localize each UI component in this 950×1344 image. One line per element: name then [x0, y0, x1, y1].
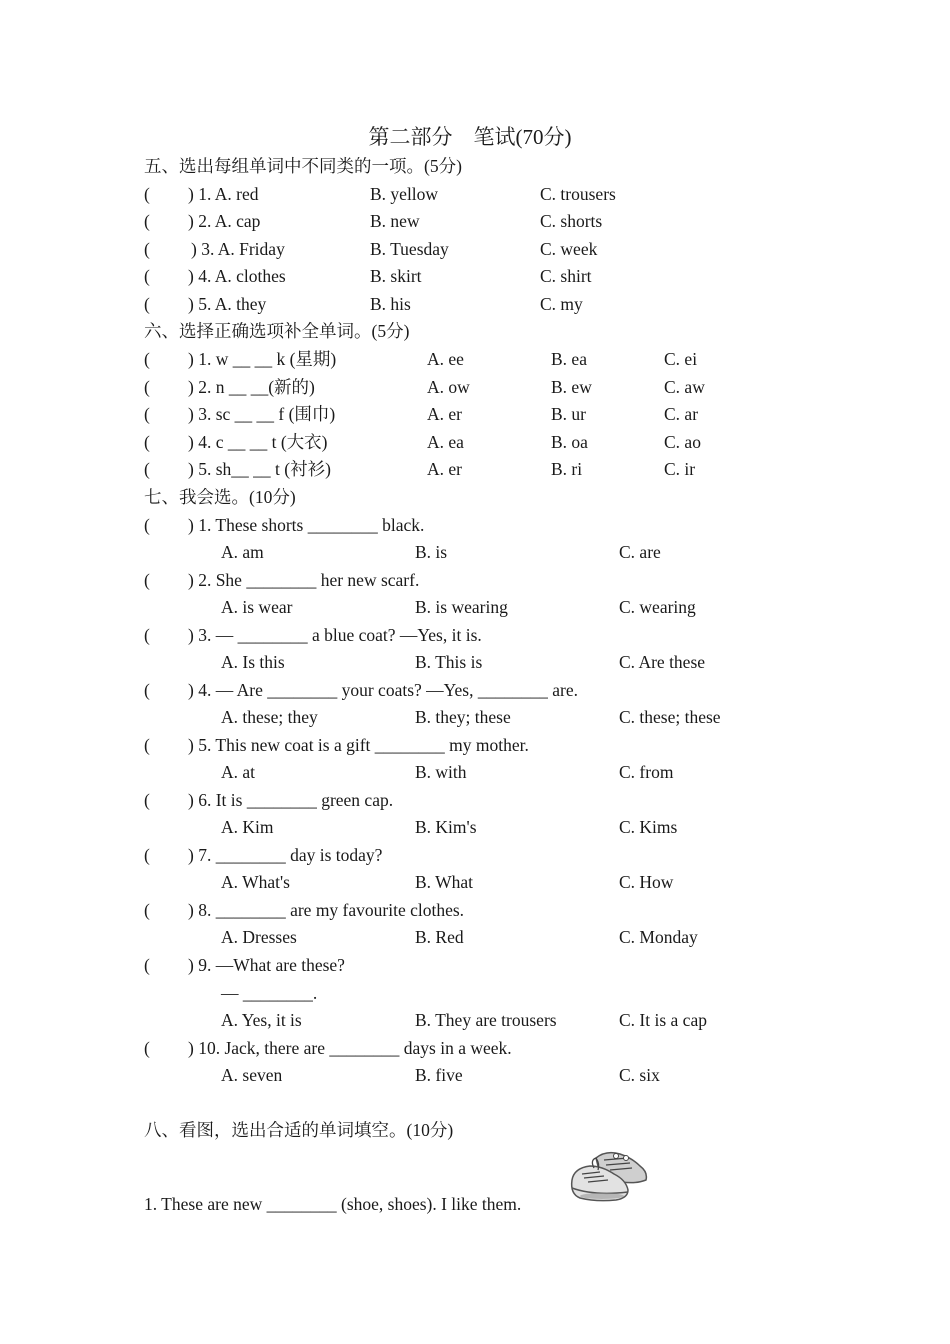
option-a: A. at [221, 762, 256, 782]
option-b: B. new [370, 211, 420, 231]
option-a: A. these; they [221, 707, 318, 727]
question-stem: ) 3. — ________ a blue coat? —Yes, it is. [188, 625, 482, 645]
option-a: A. er [427, 459, 462, 479]
answer-paren: ( [144, 955, 150, 975]
answer-paren: ( [144, 349, 150, 369]
page-title: 第二部分 笔试(70分) [368, 125, 572, 149]
answer-paren: ( [144, 377, 150, 397]
option-a: A. What's [221, 872, 290, 892]
question-stem: ) 1. A. red [188, 184, 259, 204]
option-b: B. is wearing [415, 597, 508, 617]
answer-paren: ( [144, 735, 150, 755]
option-c: C. are [619, 542, 661, 562]
option-c: C. shirt [540, 266, 592, 286]
question-stem: 1. These are new ________ (shoe, shoes). I like them. [144, 1194, 522, 1214]
option-c: C. How [619, 872, 674, 892]
answer-paren: ( [144, 680, 150, 700]
question-stem: ) 6. It is ________ green cap. [188, 790, 394, 810]
answer-paren: ( [144, 432, 150, 452]
option-b: B. oa [551, 432, 588, 452]
option-b: B. ur [551, 404, 586, 424]
answer-paren: ( [144, 184, 150, 204]
option-c: C. Monday [619, 927, 698, 947]
question-stem: ) 5. A. they [188, 294, 267, 314]
option-a: A. er [427, 404, 462, 424]
option-c: C. Are these [619, 652, 706, 672]
answer-paren: ( [144, 459, 150, 479]
option-c: C. aw [664, 377, 705, 397]
option-c: C. shorts [540, 211, 603, 231]
answer-paren: ( [144, 239, 150, 259]
question-stem: ) 9. —What are these? [188, 955, 345, 975]
question-stem: ) 3. A. Friday [191, 239, 285, 259]
option-c: C. my [540, 294, 583, 314]
option-b: B. yellow [370, 184, 439, 204]
option-b: B. with [415, 762, 467, 782]
question-stem: ) 5. This new coat is a gift ________ my mother. [188, 735, 529, 755]
section-heading: 七、我会选。(10分) [144, 487, 296, 507]
answer-paren: ( [144, 570, 150, 590]
answer-paren: ( [144, 404, 150, 424]
option-a: A. ea [427, 432, 464, 452]
answer-paren: ( [144, 1038, 150, 1058]
option-a: A. am [221, 542, 264, 562]
option-a: A. is wear [221, 597, 293, 617]
option-c: C. ar [664, 404, 699, 424]
answer-paren: ( [144, 790, 150, 810]
question-stem: ) 4. — Are ________ your coats? —Yes, ________ are. [188, 680, 578, 700]
question-stem: ) 2. A. cap [188, 211, 261, 231]
option-b: B. five [415, 1065, 463, 1085]
option-b: B. This is [415, 652, 483, 672]
option-b: B. Kim's [415, 817, 477, 837]
option-c: C. ir [664, 459, 696, 479]
option-c: C. six [619, 1065, 660, 1085]
question-stem: ) 10. Jack, there are ________ days in a week. [188, 1038, 512, 1058]
option-a: A. seven [221, 1065, 283, 1085]
option-a: A. ee [427, 349, 464, 369]
answer-paren: ( [144, 266, 150, 286]
answer-paren: ( [144, 845, 150, 865]
option-b: B. ri [551, 459, 583, 479]
answer-paren: ( [144, 211, 150, 231]
option-b: B. is [415, 542, 448, 562]
option-c: C. week [540, 239, 598, 259]
question-stem: ) 8. ________ are my favourite clothes. [188, 900, 465, 920]
option-a: A. Is this [221, 652, 285, 672]
question-stem: ) 5. sh__ __ t (衬衫) [188, 459, 331, 479]
option-c: C. Kims [619, 817, 678, 837]
answer-line: — ________. [221, 983, 318, 1003]
question-stem: ) 1. These shorts ________ black. [188, 515, 425, 535]
question-stem: ) 4. c __ __ t (大衣) [188, 432, 328, 452]
option-c: C. trousers [540, 184, 616, 204]
option-a: A. Yes, it is [221, 1010, 302, 1030]
question-stem: ) 2. n __ __(新的) [188, 377, 315, 397]
option-b: B. his [370, 294, 411, 314]
option-b: B. ea [551, 349, 587, 369]
option-c: C. from [619, 762, 674, 782]
option-c: C. these; these [619, 707, 721, 727]
answer-paren: ( [144, 625, 150, 645]
answer-paren: ( [144, 294, 150, 314]
question-stem: ) 1. w __ __ k (星期) [188, 349, 337, 369]
option-b: B. they; these [415, 707, 511, 727]
option-c: C. ei [664, 349, 698, 369]
section-heading: 八、看图，选出合适的单词填空。(10分) [144, 1120, 454, 1140]
shoes-icon [566, 1146, 650, 1208]
question-stem: ) 2. She ________ her new scarf. [188, 570, 420, 590]
option-a: A. Dresses [221, 927, 297, 947]
option-b: B. They are trousers [415, 1010, 557, 1030]
option-b: B. What [415, 872, 474, 892]
option-c: C. It is a cap [619, 1010, 707, 1030]
section-heading: 五、选出每组单词中不同类的一项。(5分) [144, 156, 462, 176]
option-c: C. ao [664, 432, 701, 452]
question-stem: ) 4. A. clothes [188, 266, 286, 286]
answer-paren: ( [144, 515, 150, 535]
option-b: B. ew [551, 377, 592, 397]
question-stem: ) 3. sc __ __ f (围巾) [188, 404, 336, 424]
option-a: A. ow [427, 377, 470, 397]
option-b: B. Red [415, 927, 464, 947]
section-heading: 六、选择正确选项补全单词。(5分) [144, 321, 410, 341]
option-c: C. wearing [619, 597, 696, 617]
answer-paren: ( [144, 900, 150, 920]
option-a: A. Kim [221, 817, 274, 837]
option-b: B. Tuesday [370, 239, 449, 259]
question-stem: ) 7. ________ day is today? [188, 845, 383, 865]
option-b: B. skirt [370, 266, 422, 286]
